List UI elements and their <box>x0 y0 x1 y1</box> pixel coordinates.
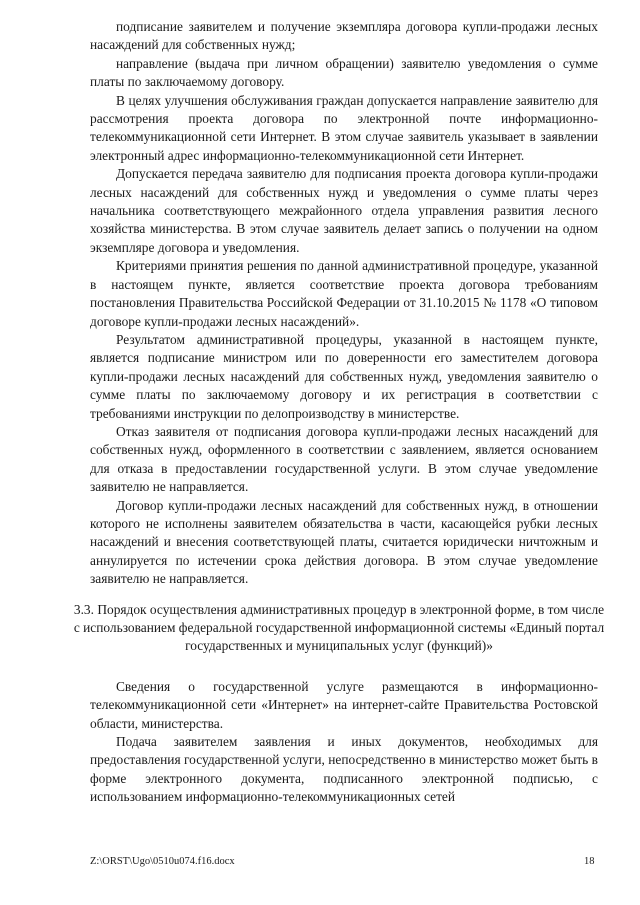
paragraph: Результатом административной процедуры, указанной в настоящем пункте, является подписание министром или по доверенности его заместителем договора купли-продажи лесных насаждений для собственных нужд, уведомления заявителю о сумме платы по заключаемому договору и их регистрация в соответствии с требованиями инструкции по делопроизводству в министерстве. <box>90 331 598 421</box>
paragraph: подписание заявителем и получение экземпляра договора купли-продажи лесных насаждений для собственных нужд; <box>90 19 598 53</box>
paragraph: Отказ заявителя от подписания договора купли-продажи лесных насаждений для собственных нужд, оформленного в соответствии с заявлением, является основанием для отказа в предоставлении государственной услуги. В этом случае уведомление заявителю не направляется. <box>90 423 598 495</box>
paragraph: Договор купли-продажи лесных насаждений для собственных нужд, в отношении которого не исполнены заявителем обязательства в части, касающейся рубки лесных насаждений и внесения соответствующей платы, считается юридически ничтожным и аннулируется по истечении срока действия договора. В этом случае уведомление заявителю не направляется. <box>90 497 598 587</box>
section-heading: 3.3. Порядок осуществления административных процедур в электронной форме, в том числе с использованием федеральной государственной информационной системы «Единый портал государственных и муниципальных услуг (функций)» <box>73 601 605 654</box>
footer-page-number: 18 <box>584 856 595 867</box>
paragraph: Критериями принятия решения по данной административной процедуре, указанной в настоящем пункте, является соответствие проекта договора требованиям постановления Правительства Российской Федерации от 31.10.2015 № 1178 «О типовом договоре купли-продажи лесных насаждений». <box>90 258 598 329</box>
document-body <box>73 18 605 807</box>
paragraph: В целях улучшения обслуживания граждан допускается направление заявителю для рассмотрения проекта договора по электронной почте информационно-телекоммуникационной сети Интернет. В этом случае заявитель указывает в заявлении электронный адрес информационно-телекоммуникационной сети Интернет. <box>90 92 598 163</box>
paragraph: Подача заявителем заявления и иных документов, необходимых для предоставления государственной услуги, непосредственно в министерство может быть в форме электронного документа, подписанного электронной подписью, с использованием информационно-телекоммуникационных сетей <box>90 734 598 805</box>
paragraph: Допускается передача заявителю для подписания проекта договора купли-продажи лесных насаждений для собственных нужд и уведомления о сумме платы через начальника соответствующего межрайонного отдела управления развития лесного хозяйства министерства. В этом случае заявитель делает запись о получении на одном экземпляре договора и уведомления. <box>90 166 598 255</box>
footer-file-path: Z:\ORST\Ugo\0510u074.f16.docx <box>90 856 235 867</box>
paragraph: Сведения о государственной услуге размещаются в информационно-телекоммуникационной сети «Интернет» на интернет-сайте Правительства Ростовской области, министерства. <box>90 678 598 731</box>
paragraph: направление (выдача при личном обращении) заявителю уведомления о сумме платы по заключаемому договору. <box>90 55 598 90</box>
